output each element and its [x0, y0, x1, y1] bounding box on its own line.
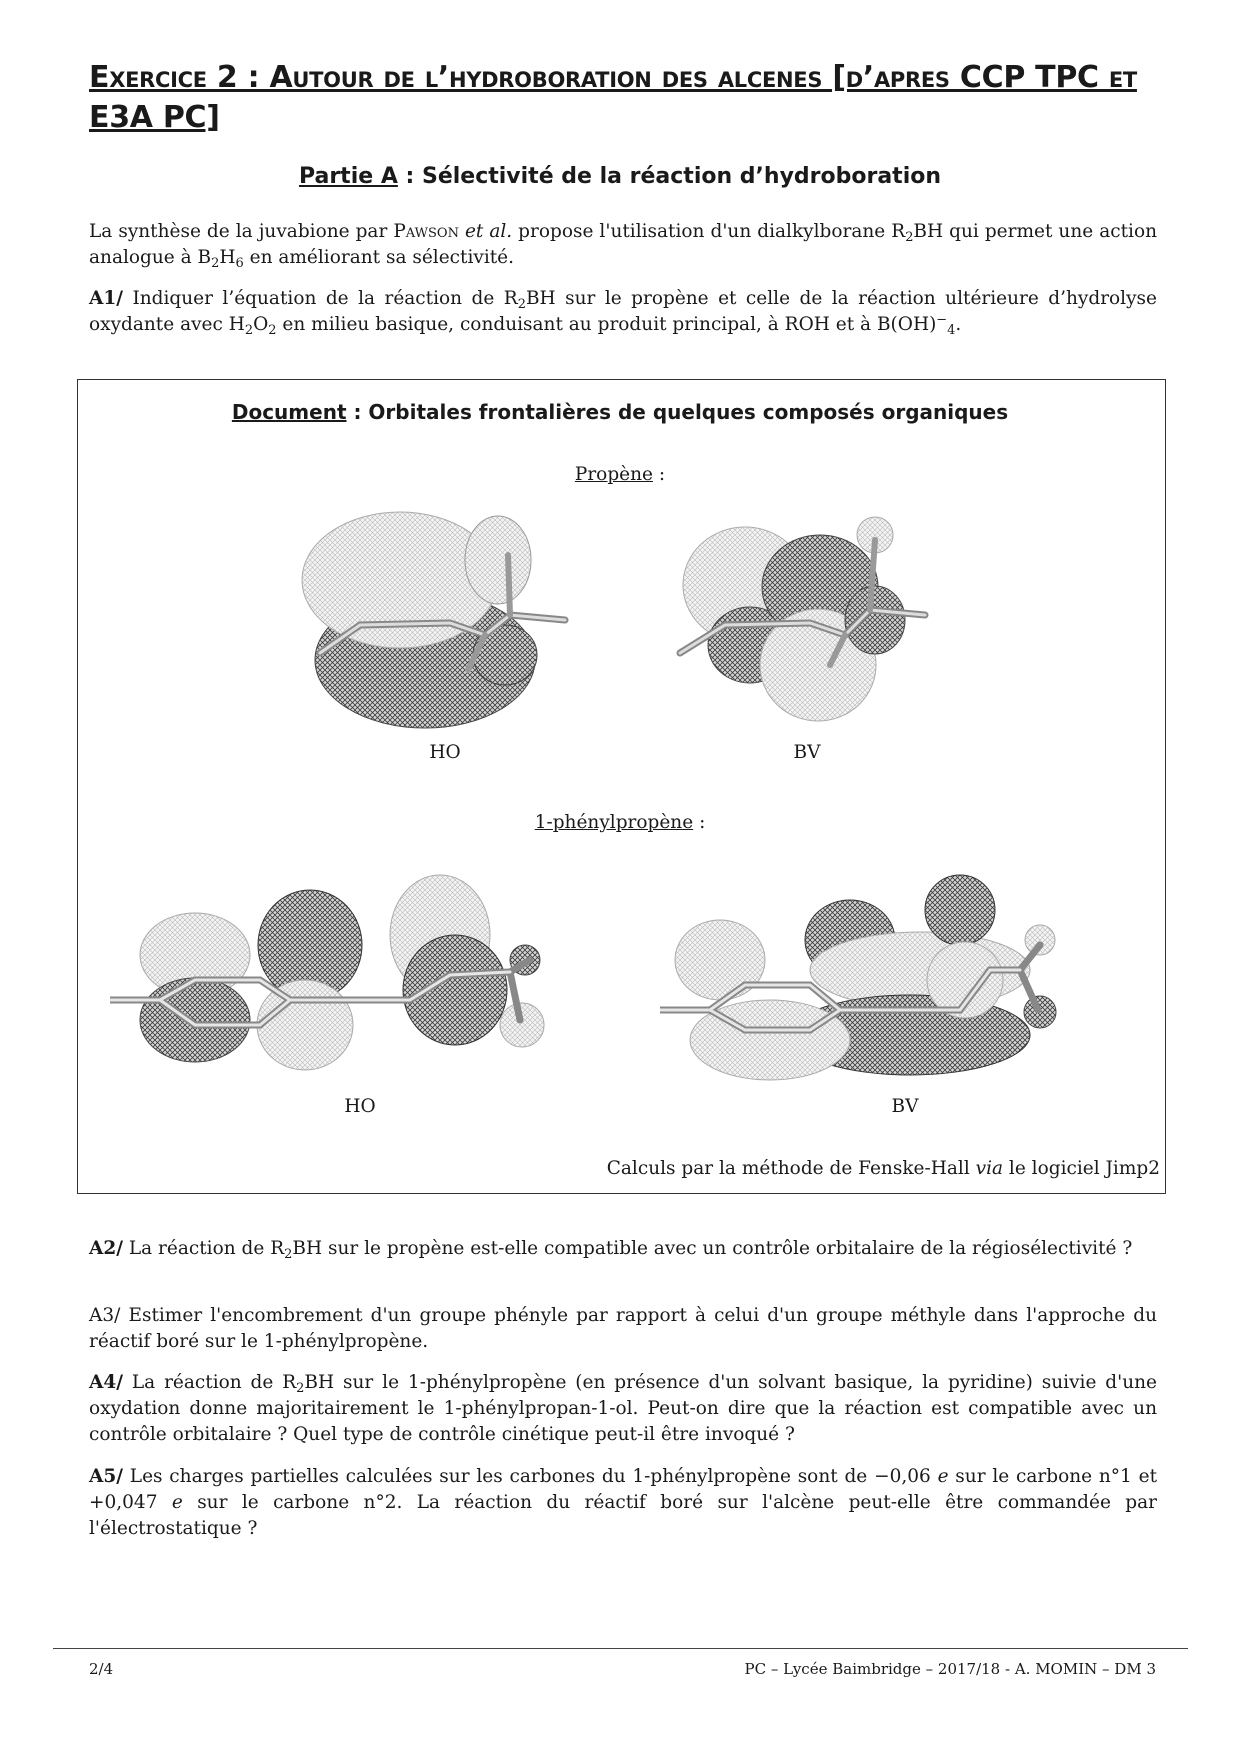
question-a1-label: A1/	[89, 288, 123, 309]
propene-bv-orbital	[670, 505, 970, 735]
propene-label: Propène :	[574, 464, 666, 485]
document-credit: Calculs par la méthode de Fenske-Hall via le logiciel Jimp2	[606, 1158, 1160, 1179]
part-title-rest: : Sélectivité de la réaction d’hydroboration	[397, 164, 942, 189]
charge-carbon-1: −0,06	[874, 1466, 931, 1487]
document-title: Document : Orbitales frontalières de quelques composés organiques	[231, 400, 1009, 424]
exercise-title: Exercice 2 : Autour de l’hydroboration des alcenes [d’apres CCP TPC et E3A PC]	[89, 60, 1137, 135]
page-number: 2/4	[89, 1660, 114, 1678]
footer-info: PC – Lycée Baimbridge – 2017/18 - A. MOMIN – DM 3	[744, 1660, 1156, 1678]
question-a2-label: A2/	[89, 1238, 123, 1259]
author-name: Pawson	[393, 221, 459, 242]
phenylpropene-bv-label: BV	[891, 1096, 919, 1117]
question-a5: A5/ Les charges partielles calculées sur les carbones du 1-phénylpropène sont de −0,06 e sur le carbone n°1 et +0,047 e sur le carbone n°2. La réaction du réactif boré sur l'alcène peut-elle être commandée par l'électrostatique ?	[89, 1466, 1157, 1539]
part-label: Partie A	[298, 164, 398, 189]
question-a1: A1/ Indiquer l’équation de la réaction de $R_2BH$ sur le propène et celle de la réaction ultérieure d’hydrolyse oxydante avec $H_2O_2$ en milieu basique, conduisant au produit principal, à ROH et à $B(OH)^-_4$.	[89, 288, 1157, 338]
footer-divider	[53, 1648, 1188, 1649]
question-a4: A4/ La réaction de $R_2BH$ sur le 1-phénylpropène (en présence d'un solvant basique, la pyridine) suivie d'une oxydation donne majoritairement le 1-phénylpropan-1-ol. Peut-on dire que la réaction est compatible avec un contrôle orbitalaire ? Quel type de contrôle cinétique peut-il être invoqué ?	[89, 1372, 1157, 1445]
part-title	[0, 164, 1240, 189]
propene-bv-label: BV	[793, 742, 821, 763]
question-a5-label: A5/	[89, 1466, 123, 1487]
document-label: Document	[231, 400, 347, 424]
phenylpropene-label: 1-phénylpropène :	[534, 812, 706, 833]
propene-ho-label: HO	[429, 742, 461, 763]
phenylpropene-bv-orbital	[660, 860, 1160, 1090]
question-a4-label: A4/	[89, 1372, 123, 1393]
question-a3: A3/ Estimer l'encombrement d'un groupe phényle par rapport à celui d'un groupe méthyle dans l'approche du réactif boré sur le 1-phénylpropène.	[89, 1305, 1157, 1352]
phenylpropene-ho-orbital	[110, 860, 640, 1090]
intro-paragraph: La synthèse de la juvabione par Pawson et al. propose l'utilisation d'un dialkylborane $R_2BH$ qui permet une action analogue à $B_2H_6$ en améliorant sa sélectivité.	[89, 221, 1157, 271]
charge-carbon-2: +0,047	[89, 1492, 158, 1513]
phenylpropene-ho-label: HO	[344, 1096, 376, 1117]
propene-ho-orbital	[300, 505, 600, 735]
question-a2: A2/ La réaction de $R_2BH$ sur le propène est-elle compatible avec un contrôle orbitalaire de la régiosélectivité ?	[89, 1238, 1133, 1262]
